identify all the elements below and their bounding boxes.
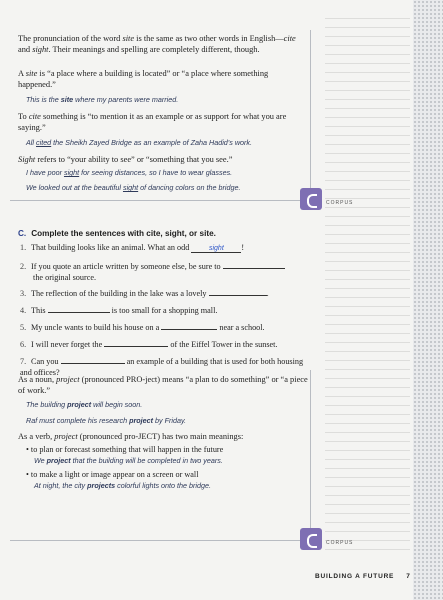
site-example: This is the site where my parents were married. xyxy=(26,95,179,104)
cite-definition: To cite something is “to mention it as an example or as support for what you are saying.” xyxy=(18,112,287,132)
answer-blank[interactable] xyxy=(161,321,217,330)
sight-example-2: We looked out at the beautiful sight of dancing colors on the bridge. xyxy=(26,183,241,192)
project-noun-example-1: The building project will begin soon. xyxy=(26,400,143,409)
answer-blank[interactable]: sight xyxy=(191,244,241,253)
corpus-label: CORPUS xyxy=(326,200,354,206)
sight-definition: Sight refers to “your ability to see” or “something that you see.” xyxy=(18,155,233,164)
intro-paragraph: The pronunciation of the word site is the same as two other words in English—cite and sight. Their meanings and spelling are completely different, though. xyxy=(18,34,296,54)
page-edge-texture xyxy=(413,0,443,600)
project-meaning-2-example: At night, the city projects colorful lights onto the bridge. xyxy=(34,481,212,490)
answer-blank[interactable] xyxy=(48,304,110,313)
answer-blank[interactable] xyxy=(223,260,285,269)
exercise-item-1: 1. That building looks like an animal. What an odd sight ! xyxy=(20,243,245,252)
site-definition: A site is “a place where a building is located” or “a place where something happened.” xyxy=(18,69,269,89)
page-footer xyxy=(315,573,411,580)
exercise-item-3: 3. The reflection of the building in the lake was a lovely . xyxy=(20,289,269,298)
page-number: 7 xyxy=(406,573,411,580)
exercise-item-4: 4. This is too small for a shopping mall. xyxy=(20,306,218,315)
exercise-item-7: 7. Can you an example of a building that is used for both housing and offices? xyxy=(20,357,304,377)
bullet-icon: • xyxy=(26,445,31,454)
answer-blank[interactable] xyxy=(104,338,168,347)
cite-example: All cited the Sheikh Zayed Bridge as an example of Zaha Hadid’s work. xyxy=(26,138,253,147)
exercise-item-6: 6. I will never forget the of the Eiffel Tower in the sunset. xyxy=(20,340,278,349)
answer-blank[interactable] xyxy=(61,355,125,364)
project-verb-definition: As a verb, project (pronounced pro-JECT) has two main meanings: xyxy=(18,432,244,441)
exercise-item-2: 2. If you quote an article written by someone else, be sure to the original source. xyxy=(20,260,310,283)
show-through-text xyxy=(325,10,410,570)
running-title: BUILDING A FUTURE xyxy=(315,573,395,580)
project-meaning-1-example: We project that the building will be completed in two years. xyxy=(34,456,223,465)
project-noun-definition: As a noun, project (pronounced PRO-ject) means “a plan to do something” or “a piece of work.” xyxy=(18,375,308,395)
project-meaning-2: • to make a light or image appear on a screen or wall xyxy=(26,470,199,479)
project-meaning-1: • to plan or forecast something that will happen in the future xyxy=(26,445,224,454)
project-noun-example-2: Raf must complete his research project by Friday. xyxy=(26,416,187,425)
exercise-heading: C. Complete the sentences with cite, sight, or site. xyxy=(18,229,216,238)
bullet-icon: • xyxy=(26,470,31,479)
sight-example-1: I have poor sight for seeing distances, so I have to wear glasses. xyxy=(26,168,233,177)
answer-blank[interactable] xyxy=(209,287,267,296)
corpus-icon xyxy=(300,528,322,550)
exercise-item-5: 5. My uncle wants to build his house on a near a school. xyxy=(20,323,265,332)
corpus-label: CORPUS xyxy=(326,540,354,546)
